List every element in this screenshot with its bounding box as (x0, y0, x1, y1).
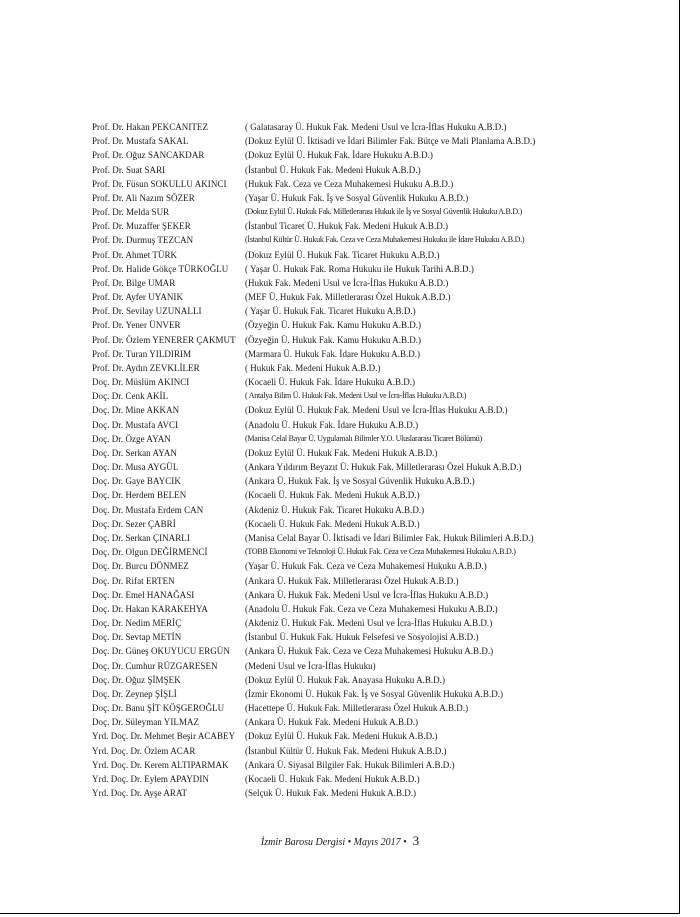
affiliation: (Ankara Ü. Hukuk Fak. İş ve Sosyal Güvenlik Hukuku A.B.D.) (245, 476, 475, 487)
person-name: Yrd. Doç. Dr. Özlem ACAR (92, 745, 196, 756)
affiliation: ( Galatasaray Ü. Hukuk Fak. Medeni Usul ve İcra-İflas Hukuku A.B.D.) (245, 122, 507, 132)
affiliation: (Kocaeli Ü. Hukuk Fak. İdare Hukuku A.B.D.) (245, 377, 416, 388)
person-name: Prof. Dr. Hakan PEKCANITEZ (92, 122, 209, 132)
person-name: Doç. Dr. Banu ŞİT KÖŞGEROĞLU (92, 703, 225, 714)
person-name: Doç. Dr. Güneş OKUYUCU ERGÜN (92, 646, 230, 657)
list-item (92, 701, 652, 715)
list-item (92, 659, 652, 673)
affiliation: (Kocaeli Ü. Hukuk Fak. Medeni Hukuk A.B.D.) (245, 490, 420, 501)
list-item (92, 488, 652, 502)
list-item (92, 588, 652, 602)
affiliation: (Yaşar Ü. Hukuk Fak. Ceza ve Ceza Muhakemesi Hukuku A.B.D.) (245, 561, 487, 572)
list-item (92, 432, 652, 446)
list-item (92, 191, 652, 205)
affiliation: ( Hukuk Fak. Medeni Hukuk A.B.D.) (245, 362, 381, 373)
list-item (92, 205, 652, 219)
list-item (92, 758, 652, 772)
person-name: Doç. Dr. Emel HANAĞASI (92, 589, 195, 600)
affiliation: (Hacettepe Ü. Hukuk Fak. Milletlerarası Özel Hukuk A.B.D.) (245, 703, 469, 714)
list-item (92, 630, 652, 644)
affiliation: (Anadolu Ü. Hukuk Fak. İdare Hukuku A.B.D.) (245, 419, 419, 430)
affiliation: (Manisa Celal Bayar Ü. Uygulamalı Bilimler Y.O. Uluslararası Ticaret Bölümü) (245, 433, 482, 443)
list-item (92, 574, 652, 588)
affiliation: (Ankara Ü. Hukuk Fak. Ceza ve Ceza Muhakemesi Hukuku A.B.D.) (245, 646, 494, 657)
person-name: Doç. Dr. Sevtap METİN (92, 632, 182, 643)
person-name: Doç. Dr. Mustafa Erdem CAN (92, 504, 204, 515)
person-name: Prof. Dr. Muzaffer ŞEKER (92, 221, 191, 232)
person-name: Prof. Dr. Bilge UMAR (92, 277, 176, 288)
person-name: Prof. Dr. Mustafa SAKAL (92, 136, 189, 147)
affiliation: (TOBB Ekonomi ve Teknoloji Ü. Hukuk Fak. Ceza ve Ceza Muhakemesi Hukuku A.B.D.) (245, 547, 516, 557)
affiliation: (Ankara Ü. Hukuk Fak. Milletlerarası Özel Hukuk A.B.D.) (245, 575, 459, 586)
person-name: Prof. Dr. Suat SARI (92, 164, 166, 175)
list-item (92, 177, 652, 191)
affiliation: (Özyeğin Ü. Hukuk Fak. Kamu Hukuku A.B.D.) (245, 320, 422, 331)
person-name: Yrd. Doç. Dr. Ayşe ARAT (92, 788, 188, 799)
list-item (92, 772, 652, 786)
list-item (92, 163, 652, 177)
person-name: Doç. Dr. Serkan ÇINARLI (92, 532, 190, 543)
affiliation: (Kocaeli Ü. Hukuk Fak. Medeni Hukuk A.B.D.) (245, 773, 420, 784)
person-name: Yrd. Doç. Dr. Kerem ALTIPARMAK (92, 759, 229, 770)
person-name: Prof. Dr. Durmuş TEZCAN (92, 235, 194, 246)
list-item (92, 134, 652, 148)
affiliation: (Hukuk Fak. Ceza ve Ceza Muhakemesi Hukuku A.B.D.) (245, 178, 454, 189)
list-item (92, 219, 652, 233)
affiliation: (Manisa Celal Bayar Ü. İktisadi ve İdari Bilimler Fak. Hukuk Bilimleri A.B.D.) (245, 532, 534, 543)
person-name: Doç. Dr. Süleyman YILMAZ (92, 717, 200, 728)
person-name: Prof. Dr. Sevilay UZUNALLI (92, 306, 202, 317)
person-name: Doç. Dr. Serkan AYAN (92, 447, 177, 458)
list-item (92, 148, 652, 162)
list-item (92, 389, 652, 403)
person-name: Prof. Dr. Füsun SOKULLU AKINCI (92, 178, 227, 189)
list-item (92, 616, 652, 630)
affiliation: (İstanbul Kültür Ü. Hukuk Fak. Medeni Hukuk A.B.D.) (245, 745, 447, 756)
list-item (92, 403, 652, 417)
list-item (92, 474, 652, 488)
list-item (92, 233, 652, 247)
affiliation: (İstanbul Ü. Hukuk Fak. Medeni Hukuk A.B.D.) (245, 164, 421, 175)
affiliation: (Dokuz Eylül Ü. Hukuk Fak. Medeni Hukuk A.B.D.) (245, 447, 438, 458)
affiliation: (Özyeğin Ü. Hukuk Fak. Kamu Hukuku A.B.D.) (245, 334, 422, 345)
list-item (92, 559, 652, 573)
list-item (92, 262, 652, 276)
person-name: Prof. Dr. Ali Nazım SÖZER (92, 192, 195, 203)
list-item (92, 531, 652, 545)
list-item (92, 673, 652, 687)
person-name: Prof. Dr. Oğuz SANCAKDAR (92, 150, 205, 161)
list-item (92, 361, 652, 375)
person-name: Yrd. Doç. Dr. Mehmet Beşir ACABEY (92, 731, 236, 742)
affiliation: (Selçuk Ü. Hukuk Fak. Medeni Hukuk A.B.D.) (245, 788, 417, 799)
person-name: Doç. Dr. Rifat ERTEN (92, 575, 175, 586)
affiliation: (Medeni Usul ve İcra-İflas Hukuku) (245, 660, 376, 671)
person-name: Doç. Dr. Cenk AKİL (92, 391, 169, 402)
list-item (92, 418, 652, 432)
person-name: Doç. Dr. Cumhur RÜZGARESEN (92, 660, 218, 671)
affiliation: (Dokuz Eylül Ü. Hukuk Fak. Medeni Hukuk A.B.D.) (245, 731, 438, 742)
person-name: Doç. Dr. Gaye BAYCIK (92, 476, 181, 487)
person-name: Prof. Dr. Özlem YENERER ÇAKMUT (92, 334, 236, 345)
person-name: Prof. Dr. Yener ÜNVER (92, 320, 181, 331)
affiliation: ( Antalya Bilim Ü. Hukuk Fak. Medeni Usul ve İcra-İflas Hukuku A.B.D.) (245, 391, 467, 401)
list-item (92, 715, 652, 729)
person-name: Doç. Dr. Mine AKKAN (92, 405, 180, 416)
referee-list (92, 120, 652, 800)
affiliation: ( Yaşar Ü. Hukuk Fak. Ticaret Hukuku A.B.D.) (245, 306, 416, 317)
affiliation: (Kocaeli Ü. Hukuk Fak. Medeni Hukuk A.B.D.) (245, 518, 420, 529)
affiliation: (Dokuz Eylül Ü. Hukuk Fak. Medeni Usul ve İcra-İflas Hukuku A.B.D.) (245, 405, 508, 416)
list-item (92, 545, 652, 559)
list-item (92, 460, 652, 474)
affiliation: (Akdeniz Ü. Hukuk Fak. Medeni Usul ve İcra-İflas Hukuku A.B.D.) (245, 618, 493, 629)
list-item (92, 602, 652, 616)
person-name: Doç. Dr. Mustafa AVCI (92, 419, 179, 430)
affiliation: (Ankara Yıldırım Beyazıt Ü. Hukuk Fak. Milletlerarası Özel Hukuk A.B.D.) (245, 462, 522, 473)
list-item (92, 644, 652, 658)
affiliation: (Ankara Ü. Hukuk Fak. Medeni Hukuk A.B.D.) (245, 717, 419, 728)
list-item (92, 687, 652, 701)
person-name: Prof. Dr. Ahmet TÜRK (92, 249, 178, 260)
list-item (92, 290, 652, 304)
affiliation: (Dokuz Eylül Ü. Hukuk Fak. Ticaret Hukuku A.B.D.) (245, 249, 440, 260)
affiliation: (Dokuz Eylül Ü. İktisadi ve İdari Bilimler Fak. Bütçe ve Mali Planlama A.B.D.) (245, 136, 536, 147)
list-item (92, 744, 652, 758)
affiliation: (İstanbul Ü. Hukuk Fak. Hukuk Felsefesi ve Sosyolojisi A.B.D.) (245, 632, 479, 643)
affiliation: (Yaşar Ü. Hukuk Fak. İş ve Sosyal Güvenlik Hukuku A.B.D.) (245, 192, 469, 203)
affiliation: (Hukuk Fak. Medeni Usul ve İcra-İflas Hukuku A.B.D.) (245, 277, 449, 288)
person-name: Doç. Dr. Özge AYAN (92, 433, 171, 444)
list-item (92, 347, 652, 361)
affiliation: (İzmir Ekonomi Ü. Hukuk Fak. İş ve Sosyal Güvenlik Hukuku A.B.D.) (245, 688, 504, 699)
person-name: Prof. Dr. Melda SUR (92, 207, 170, 218)
list-item (92, 333, 652, 347)
affiliation: (Marmara Ü. Hukuk Fak. İdare Hukuku A.B.D.) (245, 348, 421, 359)
person-name: Doç. Dr. Olgun DEĞİRMENCİ (92, 547, 208, 558)
list-item (92, 503, 652, 517)
person-name: Doç. Dr. Burcu DÖNMEZ (92, 561, 189, 572)
person-name: Doç. Dr. Nedim MERİÇ (92, 618, 182, 629)
list-item (92, 120, 652, 134)
list-item (92, 375, 652, 389)
person-name: Prof. Dr. Turan YILDIRIM (92, 348, 192, 359)
person-name: Doç. Dr. Musa AYGÜL (92, 462, 179, 473)
list-item (92, 786, 652, 800)
affiliation: (Anadolu Ü. Hukuk Fak. Ceza ve Ceza Muhakemesi Hukuku A.B.D.) (245, 603, 498, 614)
affiliation: (Ankara Ü. Hukuk Fak. Medeni Usul ve İcra-İflas Hukuku A.B.D.) (245, 589, 489, 600)
journal-name: İzmir Barosu Dergisi • Mayıs 2017 • (260, 837, 407, 848)
affiliation: (İstanbul Kültür Ü. Hukuk Fak. Ceza ve Ceza Muhakemesi Hukuku ile İdare Hukuku A.B.D.) (245, 235, 525, 245)
person-name: Yrd. Doç. Dr. Eylem APAYDIN (92, 773, 209, 784)
person-name: Doç. Dr. Hakan KARAKEHYA (92, 603, 208, 614)
list-item (92, 276, 652, 290)
person-name: Doç. Dr. Müslüm AKINCI (92, 377, 190, 388)
page-footer (0, 832, 680, 850)
person-name: Prof. Dr. Halide Gökçe TÜRKOĞLU (92, 263, 229, 274)
person-name: Prof. Dr. Aydın ZEVKLİLER (92, 362, 200, 373)
affiliation: (İstanbul Ticaret Ü. Hukuk Fak. Medeni Hukuk A.B.D.) (245, 221, 449, 232)
affiliation: (Ankara Ü. Siyasal Bilgiler Fak. Hukuk Bilimleri A.B.D.) (245, 759, 455, 770)
person-name: Doç. Dr. Sezer ÇABRİ (92, 518, 176, 529)
page-number: 3 (412, 833, 420, 848)
person-name: Prof. Dr. Ayfer UYANIK (92, 292, 184, 303)
list-item (92, 248, 652, 262)
person-name: Doç. Dr. Oğuz ŞİMŞEK (92, 674, 181, 685)
list-item (92, 318, 652, 332)
affiliation: (Dokuz Eylül Ü. Hukuk Fak. Milletlerarası Hukuk ile İş ve Sosyal Güvenlik Hukuku A.B.D.) (245, 207, 523, 217)
affiliation: (Dokuz Eylül Ü. Hukuk Fak. İdare Hukuku A.B.D.) (245, 150, 433, 161)
affiliation: ( Yaşar Ü. Hukuk Fak. Roma Hukuku ile Hukuk Tarihi A.B.D.) (245, 263, 474, 274)
person-name: Doç. Dr. Herdem BELEN (92, 490, 187, 501)
list-item (92, 304, 652, 318)
list-item (92, 729, 652, 743)
list-item (92, 446, 652, 460)
affiliation: (Dokuz Eylül Ü. Hukuk Fak. Anayasa Hukuku A.B.D.) (245, 674, 445, 685)
list-item (92, 517, 652, 531)
affiliation: (MEF Ü. Hukuk Fak. Milletlerarası Özel Hukuk A.B.D.) (245, 292, 451, 303)
person-name: Doç. Dr. Zeynep ŞİŞLİ (92, 688, 177, 699)
affiliation: (Akdeniz Ü. Hukuk Fak. Ticaret Hukuku A.B.D.) (245, 504, 425, 515)
